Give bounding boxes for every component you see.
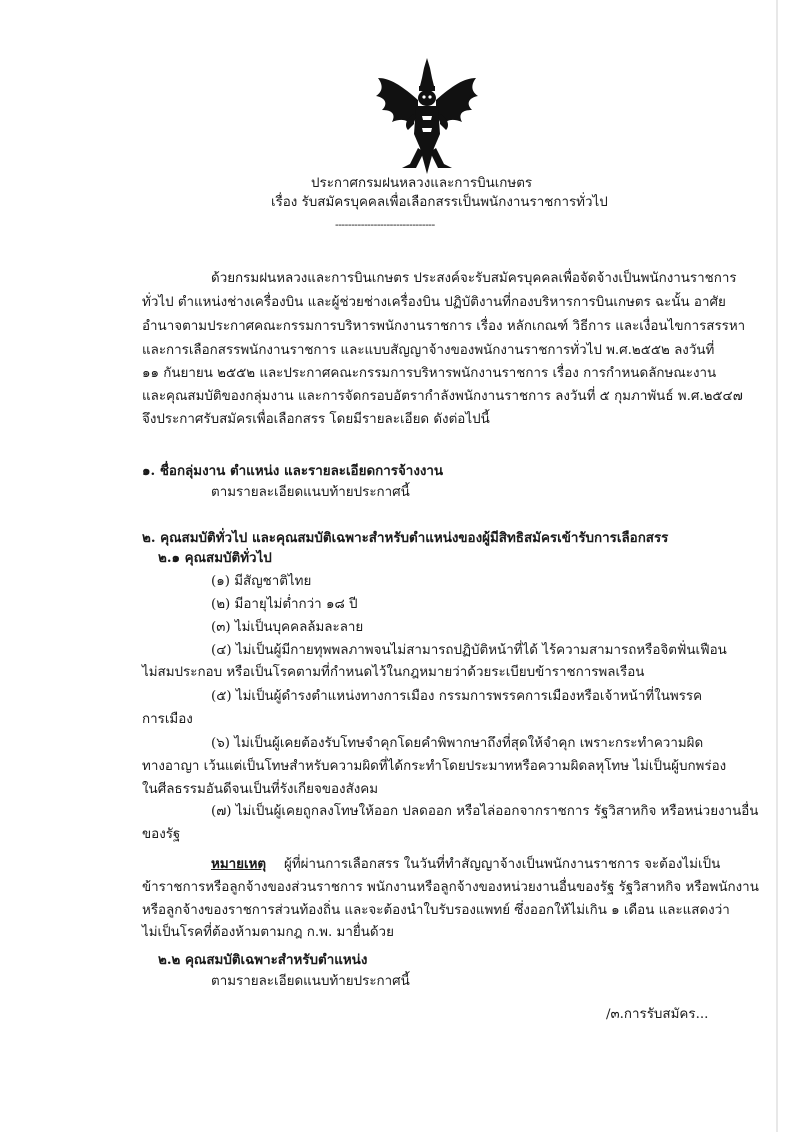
intro-line-4: และการเลือกสรรพนักงานราชการ และแบบสัญญาจ้างของพนักงานราชการทั่วไป พ.ศ.๒๕๕๒ ลงวันที่ — [142, 343, 715, 358]
qualification-item-2: (๒) มีอายุไม่ต่ำกว่า ๑๘ ปี — [211, 597, 358, 612]
qualification-item-4-cont: ไม่สมประกอบ หรือเป็นโรคตามที่กำหนดไว้ในกฎหมายว่าด้วยระเบียบข้าราชการพลเรือน — [142, 665, 645, 680]
intro-line-6: และคุณสมบัติของกลุ่มงาน และการจัดกรอบอัตรากำลังพนักงานราชการ ลงวันที่ ๕ กุมภาพันธ์ พ.ศ.๒๕๔๗ — [142, 389, 743, 404]
section-2-2-body: ตามรายละเอียดแนบท้ายประกาศนี้ — [211, 974, 410, 989]
note-label: หมายเหตุ — [211, 856, 267, 872]
intro-line-3: อำนาจตามประกาศคณะกรรมการบริหารพนักงานราชการ เรื่อง หลักเกณฑ์ วิธีการ และเงื่อนไขการสรรหา — [142, 319, 746, 334]
page-edge-shadow — [776, 0, 778, 1132]
note-line-2: ข้าราชการหรือลูกจ้างของส่วนราชการ พนักงานหรือลูกจ้างของหน่วยงานอื่นของรัฐ รัฐวิสาหกิจ หรือพนักงาน — [142, 880, 759, 895]
section-2-1-heading: ๒.๑ คุณสมบัติทั่วไป — [158, 550, 272, 566]
qualification-item-7-cont: ของรัฐ — [142, 827, 181, 842]
qualification-item-1: (๑) มีสัญชาติไทย — [211, 574, 312, 589]
intro-line-7: จึงประกาศรับสมัครเพื่อเลือกสรร โดยมีรายละเอียด ดังต่อไปนี้ — [142, 412, 490, 427]
document-title: ประกาศกรมฝนหลวงและการบินเกษตร — [311, 176, 533, 191]
qualification-item-5: (๕) ไม่เป็นผู้ดำรงตำแหน่งทางการเมือง กรรมการพรรคการเมืองหรือเจ้าหน้าที่ในพรรค — [211, 689, 703, 704]
qualification-item-6: (๖) ไม่เป็นผู้เคยต้องรับโทษจำคุกโดยคำพิพากษาถึงที่สุดให้จำคุก เพราะกระทำความผิด — [211, 736, 704, 751]
intro-line-1: ด้วยกรมฝนหลวงและการบินเกษตร ประสงค์จะรับสมัครบุคคลเพื่อจัดจ้างเป็นพนักงานราชการ — [211, 271, 737, 286]
document-subject: เรื่อง รับสมัครบุคคลเพื่อเลือกสรรเป็นพนักงานราชการทั่วไป — [271, 195, 608, 210]
header-separator: ------------------------------- — [335, 218, 435, 231]
section-1-heading: ๑. ชื่อกลุ่มงาน ตำแหน่ง และรายละเอียดการจ้างงาน — [142, 463, 444, 479]
intro-line-2: ทั่วไป ตำแหน่งช่างเครื่องบิน และผู้ช่วยช่างเครื่องบิน ปฏิบัติงานที่กองบริหารการบินเกษตร ฉะนั้น อาศัย — [142, 295, 726, 310]
qualification-item-6-cont-1: ทางอาญา เว้นแต่เป็นโทษสำหรับความผิดที่ได้กระทำโดยประมาทหรือความผิดลหุโทษ ไม่เป็นผู้บกพร่อง — [142, 759, 727, 774]
intro-line-5: ๑๑ กันยายน ๒๕๕๒ และประกาศคณะกรรมการบริหารพนักงานราชการ เรื่อง การกำหนดลักษณะงาน — [142, 366, 717, 381]
section-2-heading: ๒. คุณสมบัติทั่วไป และคุณสมบัติเฉพาะสำหรับตำแหน่งของผู้มีสิทธิสมัครเข้ารับการเลือกสรร — [142, 530, 669, 546]
section-2-2-heading: ๒.๒ คุณสมบัติเฉพาะสำหรับตำแหน่ง — [158, 952, 368, 968]
qualification-item-7: (๗) ไม่เป็นผู้เคยถูกลงโทษให้ออก ปลดออก หรือไล่ออกจากราชการ รัฐวิสาหกิจ หรือหน่วยงานอื่น — [211, 804, 759, 819]
section-1-body: ตามรายละเอียดแนบท้ายประกาศนี้ — [211, 485, 410, 500]
qualification-item-4: (๔) ไม่เป็นผู้มีกายทุพพลภาพจนไม่สามารถปฏิบัติหน้าที่ได้ ไร้ความสามารถหรือจิตฟั่นเฟือน — [211, 643, 727, 658]
qualification-item-6-cont-2: ในศีลธรรมอันดีจนเป็นที่รังเกียจของสังคม — [142, 782, 379, 797]
note-line-4: ไม่เป็นโรคที่ต้องห้ามตามกฎ ก.พ. มายื่นด้วย — [142, 925, 394, 940]
garuda-emblem-icon — [372, 56, 482, 176]
note-line-1: ผู้ที่ผ่านการเลือกสรร ในวันที่ทำสัญญาจ้างเป็นพนักงานราชการ จะต้องไม่เป็น — [284, 857, 721, 872]
note-line-3: หรือลูกจ้างของราชการส่วนท้องถิ่น และจะต้องนำใบรับรองแพทย์ ซึ่งออกให้ไม่เกิน ๑ เดือน และแสดงว่า — [142, 903, 730, 918]
qualification-item-3: (๓) ไม่เป็นบุคคลล้มละลาย — [211, 620, 364, 635]
continuation-note: /๓.การรับสมัคร... — [606, 1007, 709, 1022]
qualification-item-5-cont: การเมือง — [142, 712, 193, 727]
